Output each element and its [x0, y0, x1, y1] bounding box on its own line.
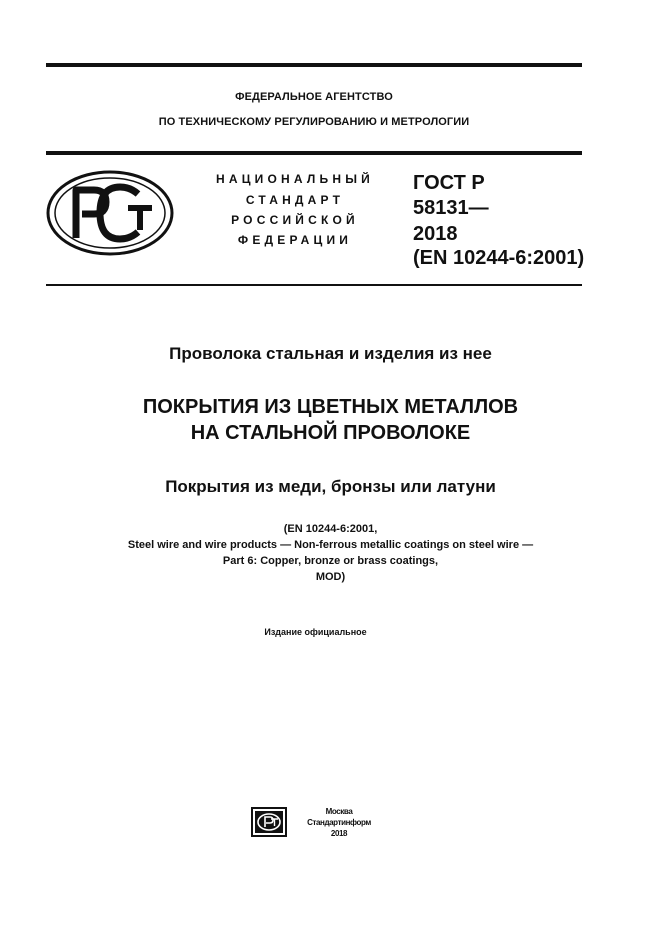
standard-type-line-4: ФЕДЕРАЦИИ	[237, 233, 353, 247]
top-rule	[46, 63, 582, 67]
publisher-year: 2018	[330, 829, 348, 838]
designation-line-3: 2018	[413, 223, 458, 245]
standartinform-logo-icon	[251, 807, 287, 837]
main-title-line-1: ПОКРЫТИЯ ИЗ ЦВЕТНЫХ МЕТАЛЛОВ	[142, 396, 519, 418]
edition-label: Издание официальное	[264, 627, 367, 637]
general-title: Проволока стальная и изделия из нее	[169, 344, 492, 363]
designation-line-2: 58131—	[413, 197, 489, 219]
reference-line-3: Part 6: Copper, bronze or brass coatings,	[222, 555, 439, 567]
standard-type-line-3: РОССИЙСКОЙ	[231, 213, 359, 227]
main-title-line-2: НА СТАЛЬНОЙ ПРОВОЛОКЕ	[190, 422, 471, 444]
standard-type-line-2: СТАНДАРТ	[245, 193, 345, 207]
designation-line-4: (EN 10244-6:2001)	[413, 247, 585, 269]
reference-line-4: MOD)	[315, 571, 346, 583]
designation-line-1: ГОСТ Р	[413, 172, 485, 194]
rst-certification-mark-icon	[46, 170, 174, 256]
sub-title: Покрытия из меди, бронзы или латуни	[165, 477, 496, 496]
header-rule	[46, 151, 582, 155]
agency-line-2: ПО ТЕХНИЧЕСКОМУ РЕГУЛИРОВАНИЮ И МЕТРОЛОГИИ	[158, 116, 470, 128]
publisher-name: Стандартинформ	[307, 818, 371, 827]
designation-rule	[46, 284, 582, 286]
standard-type-line-1: НАЦИОНАЛЬНЫЙ	[215, 172, 375, 186]
publisher-city: Москва	[325, 807, 353, 816]
reference-line-2: Steel wire and wire products — Non-ferrous metallic coatings on steel wire —	[127, 539, 534, 551]
agency-line-1: ФЕДЕРАЛЬНОЕ АГЕНТСТВО	[235, 91, 393, 103]
reference-line-1: (EN 10244-6:2001,	[283, 523, 378, 535]
